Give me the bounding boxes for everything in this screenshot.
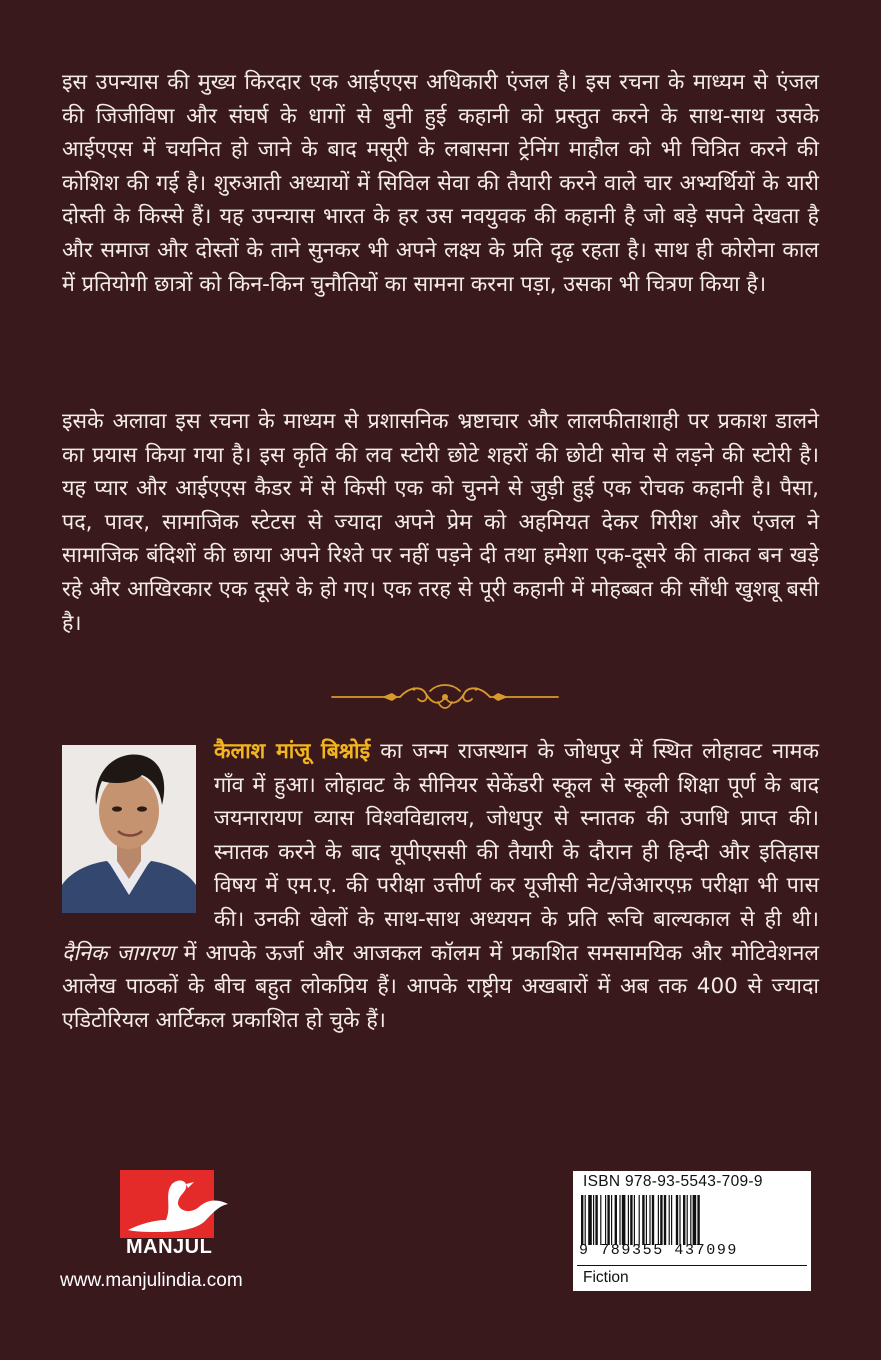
- barcode-bar: [693, 1195, 697, 1245]
- barcode-bars: [581, 1195, 803, 1245]
- barcode-bar: [605, 1195, 606, 1245]
- publisher-logo: [120, 1170, 230, 1268]
- isbn-label: ISBN 978-93-5543-709-9: [583, 1173, 763, 1190]
- barcode-bar: [642, 1195, 644, 1245]
- barcode-bar: [634, 1195, 635, 1245]
- barcode-bar: [619, 1195, 620, 1245]
- barcode-bar: [595, 1195, 597, 1245]
- barcode-bar: [683, 1195, 685, 1245]
- photo-spacer: [62, 735, 214, 920]
- barcode-bar: [581, 1195, 583, 1245]
- barcode-bar: [646, 1195, 647, 1245]
- barcode-bar: [671, 1195, 672, 1245]
- barcode-bar: [639, 1195, 640, 1245]
- barcode-bar: [660, 1195, 662, 1245]
- publisher-name: MANJUL: [126, 1236, 213, 1258]
- barcode-bar: [658, 1195, 659, 1245]
- barcode-bar: [611, 1195, 612, 1245]
- description-paragraph-1: इस उपन्यास की मुख्य किरदार एक आईएएस अधिकारी एंजल है। इस रचना के माध्यम से एंजल की जिजीविषा और संघर्ष के धागों से बुनी हुई कहानी को प्रस्तुत करने के साथ-साथ उसके आईएएस में चयनित हो जाने के बाद मसूरी के लबासना ट्रेनिंग माहौल को भी चित्रित करने की कोशिश की गई है। शुरुआती अध्यायों में सिविल सेवा की तैयारी करने वाले चार अभ्यर्थियों के यारी दोस्ती के किस्से हैं। यह उपन्यास भारत के हर उस नवयुवक की कहानी है जो बड़े सपने देखता है और समाज और दोस्तों के ताने सुनकर भी अपने लक्ष्य के प्रति दृढ़ रहता है। साथ ही कोरोना काल में प्रतियोगी छात्रों को किन-किन चुनौतियों का सामना करना पड़ा, उसका भी चित्रण किया है।: [62, 70, 819, 297]
- barcode-bar: [679, 1195, 680, 1245]
- author-name: कैलाश मांजू बिश्नोई: [214, 739, 371, 764]
- barcode-bar: [585, 1195, 586, 1245]
- barcode-bar: [697, 1195, 699, 1245]
- barcode-bar: [652, 1195, 654, 1245]
- barcode-digits: 9 789355 437099: [579, 1242, 739, 1259]
- barcode-bar: [622, 1195, 626, 1245]
- barcode-bar: [628, 1195, 629, 1245]
- barcode-bar: [593, 1195, 594, 1245]
- author-bio-part-2: में आपके ऊर्जा और आजकल कॉलम में प्रकाशित समसामयिक और मोटिवेशनल आलेख पाठकों के बीच बहुत लोकप्रिय हैं। आपके राष्ट्रीय अखबारों में अब तक 400 से ज्यादा एडिटोरियल आर्टिकल प्रकाशित हो चुके हैं।: [62, 940, 820, 1033]
- barcode-bar: [649, 1195, 650, 1245]
- barcode-bar: [615, 1195, 617, 1245]
- barcode-bar: [669, 1195, 670, 1245]
- barcode-bar: [600, 1195, 601, 1245]
- swan-logo-icon: [120, 1170, 230, 1240]
- barcode-bar: [630, 1195, 632, 1245]
- ornament-divider-icon: [330, 680, 560, 714]
- publisher-website[interactable]: www.manjulindia.com: [60, 1270, 243, 1291]
- isbn-barcode: [573, 1171, 811, 1291]
- barcode-divider: [577, 1265, 807, 1266]
- barcode-bar: [676, 1195, 678, 1245]
- barcode-bar: [607, 1195, 609, 1245]
- barcode-bar: [588, 1195, 592, 1245]
- barcode-bar: [690, 1195, 691, 1245]
- author-bio: [62, 735, 819, 1037]
- barcode-bar: [664, 1195, 666, 1245]
- description-paragraph-2: इसके अलावा इस रचना के माध्यम से प्रशासनिक भ्रष्टाचार और लालफीताशाही पर प्रकाश डालने का प्रयास किया गया है। इस कृति की लव स्टोरी छोटे शहरों की छोटी सोच से लड़ने की स्टोरी है। यह प्यार और आईएएस कैडर में से किसी एक को चुनने से जुड़ी हुई एक रोचक कहानी है। पैसा, पद, पावर, सामाजिक स्टेटस से ज्यादा अपने प्रेम को अहमियत देकर गिरीश और एंजल ने सामाजिक बंदिशों की छाया अपने रिश्ते पर नहीं पड़ने दी तथा हमेशा एक-दूसरे की ताकत बन खड़े रहे और आखिरकार एक दूसरे के हो गए। एक तरह से पूरी कहानी में मोहब्बत की सौंधी खुशबू बसी है।: [62, 409, 819, 636]
- newspaper-name: दैनिक जागरण: [62, 940, 175, 966]
- barcode-bar: [687, 1195, 688, 1245]
- genre-label: Fiction: [583, 1269, 629, 1286]
- author-bio-part-1: का जन्म राजस्थान के जोधपुर में स्थित लोहावट नामक गाँव में हुआ। लोहावट के सीनियर सेकेंडरी स्कूल से स्कूली शिक्षा पूर्ण के बाद जयनारायण व्यास विश्वविद्यालय, जोधपुर से स्नातक की उपाधि प्राप्त की। स्नातक करने के बाद यूपीएससी की तैयारी के दौरान ही हिन्दी और इतिहास विषय में एम.ए. की परीक्षा उत्तीर्ण कर यूजीसी नेट/जेआरएफ़ परीक्षा भी पास की। उनकी खेलों के साथ-साथ अध्ययन के प्रति रूचि बाल्यकाल से ही थी।: [214, 739, 819, 932]
